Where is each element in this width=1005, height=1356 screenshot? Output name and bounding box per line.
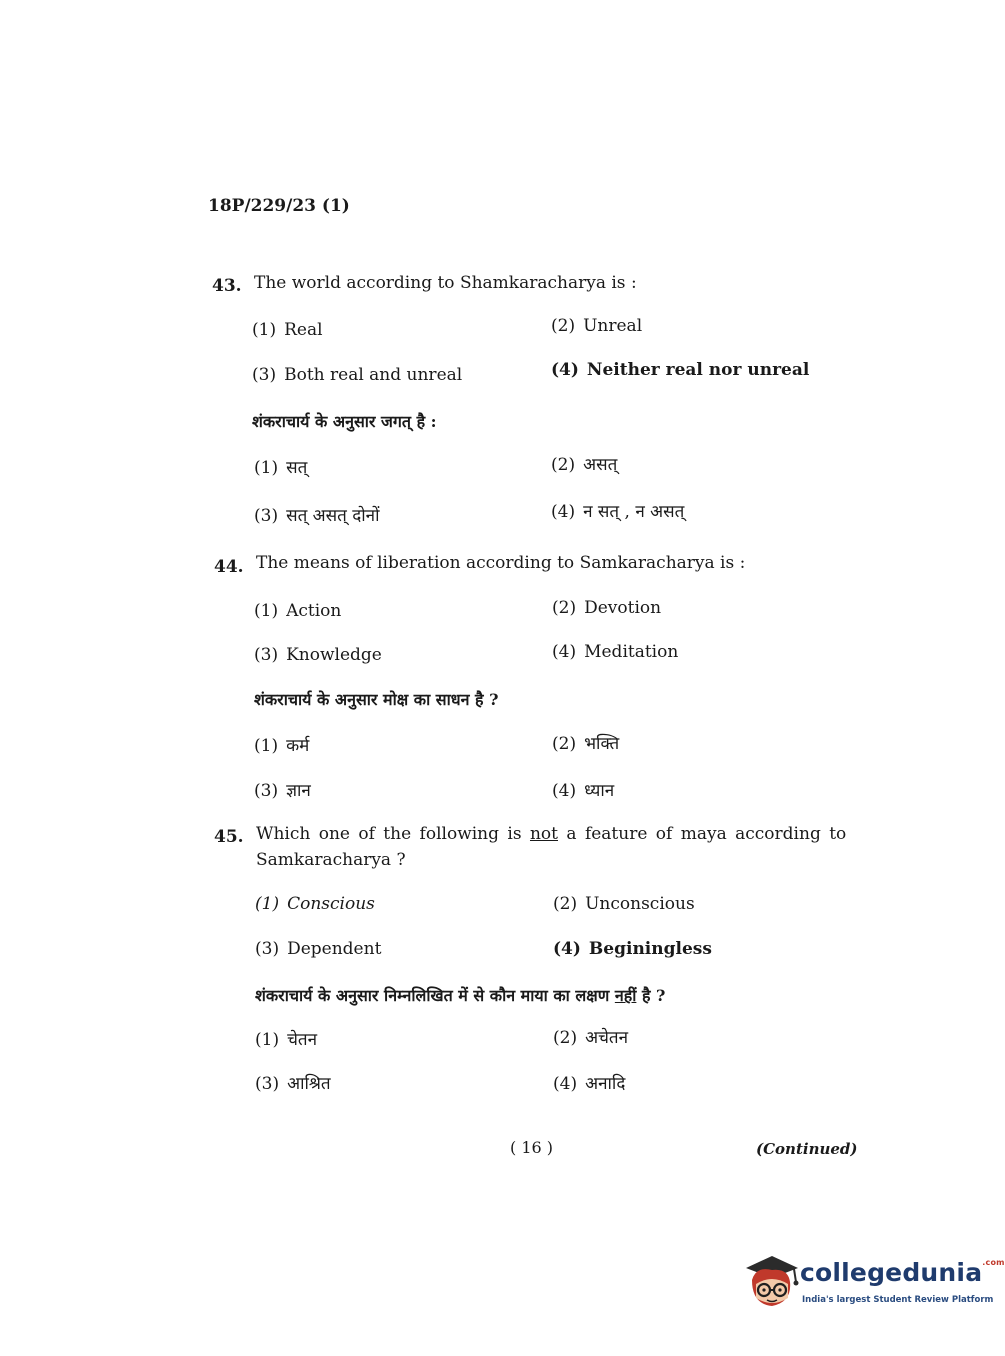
option [254,601,341,621]
logo-suffix: .com [982,1258,1005,1267]
question-number: 45. [214,827,244,847]
option [553,894,695,914]
option [552,642,678,662]
hindi-option [254,455,307,478]
option-number: (2) [551,455,576,475]
option [553,939,712,959]
option-text: असत् [583,455,618,475]
option-text: न सत् , न असत् [583,502,685,522]
option-text: Action [286,601,342,621]
question-number: 44. [214,557,244,577]
option [552,598,661,618]
option-text: आश्रित [287,1074,331,1094]
option-text: Beginingless [588,939,712,959]
question-number: 43. [212,276,242,296]
option-number: (4) [552,642,577,662]
question-text-part: Which one of the following is [256,824,522,844]
paper-code: 18P/229/23 (1) [208,196,350,216]
hindi-question-text-emphasis: नहीं [614,986,637,1005]
option-text: Both real and unreal [284,365,463,385]
hindi-question-text [255,984,665,1006]
option-number: (2) [553,894,578,914]
option-number: (2) [553,1028,578,1048]
option-text: Devotion [584,598,662,618]
logo-tagline: India's largest Student Review Platform [802,1295,994,1305]
hindi-option [552,731,619,754]
option-number: (4) [551,360,579,380]
option-number: (4) [553,939,581,959]
question-text: The world according to Shamkaracharya is : [254,273,637,293]
option-text: ध्यान [584,781,615,801]
hindi-option [254,733,309,756]
option-text: अनादि [585,1074,626,1094]
hindi-option [255,1071,331,1094]
hindi-option [551,452,617,475]
option-number: (1) [252,320,277,340]
hindi-option [552,778,614,801]
question-text-line-1 [256,824,847,844]
option [551,360,809,380]
option-number: (1) [254,736,279,756]
option-text: Real [284,320,323,340]
option [551,316,642,336]
option-text: Knowledge [286,645,382,665]
logo-wordmark [800,1258,1005,1287]
option-number: (2) [552,734,577,754]
option [252,365,462,385]
option-number: (2) [552,598,577,618]
question-text-part: a feature of maya according to [566,824,847,844]
question-text: The means of liberation according to Samkaracharya is : [256,553,746,573]
option-number: (4) [553,1074,578,1094]
hindi-question-text-part: है ? [641,986,666,1005]
option [255,939,381,959]
option-text: Meditation [584,642,679,662]
option-number: (3) [255,939,280,959]
option-text: Unconscious [585,894,695,914]
option-text: कर्म [286,736,310,756]
option-text: Neither real nor unreal [586,360,810,380]
option-number: (2) [551,316,576,336]
hindi-question-text: शंकराचार्य के अनुसार जगत् है : [252,412,437,431]
hindi-option [551,499,684,522]
option-number: (1) [254,458,279,478]
logo-name: collegedunia [800,1258,983,1287]
option [252,320,323,340]
option-text: भक्ति [584,734,620,754]
hindi-option [553,1071,625,1094]
continued-label: (Continued) [756,1140,858,1158]
hindi-option [255,1027,317,1050]
option-number: (3) [254,506,279,526]
page-number: ( 16 ) [510,1138,554,1157]
option-text: सत् [286,458,308,478]
option-number: (3) [252,365,277,385]
option-text: अचेतन [585,1028,629,1048]
option-text: सत् असत् दोनों [286,506,380,526]
option-number: (1) [255,1030,280,1050]
hindi-option [254,503,380,526]
hindi-question-text-part: शंकराचार्य के अनुसार निम्नलिखित में से कौन माया का लक्षण [255,986,610,1005]
option-number: (3) [254,645,279,665]
option-text: ज्ञान [286,781,311,801]
option-number: (1) [254,601,279,621]
option-text: Dependent [287,939,382,959]
option-text: Unreal [583,316,643,336]
hindi-option [254,778,311,801]
mascot-logo-icon [742,1250,800,1312]
hindi-option [553,1025,628,1048]
option-number: (3) [254,781,279,801]
option-number: (4) [551,502,576,522]
hindi-question-text: शंकराचार्य के अनुसार मोक्ष का साधन है ? [254,690,499,709]
option-text: Conscious [287,894,375,914]
option-text: चेतन [287,1030,318,1050]
option [255,894,375,914]
option-number: (1) [255,894,280,914]
question-text-emphasis: not [529,824,558,844]
option-number: (3) [255,1074,280,1094]
option [254,645,382,665]
option-number: (4) [552,781,577,801]
question-text-line-2: Samkaracharya ? [256,850,406,870]
